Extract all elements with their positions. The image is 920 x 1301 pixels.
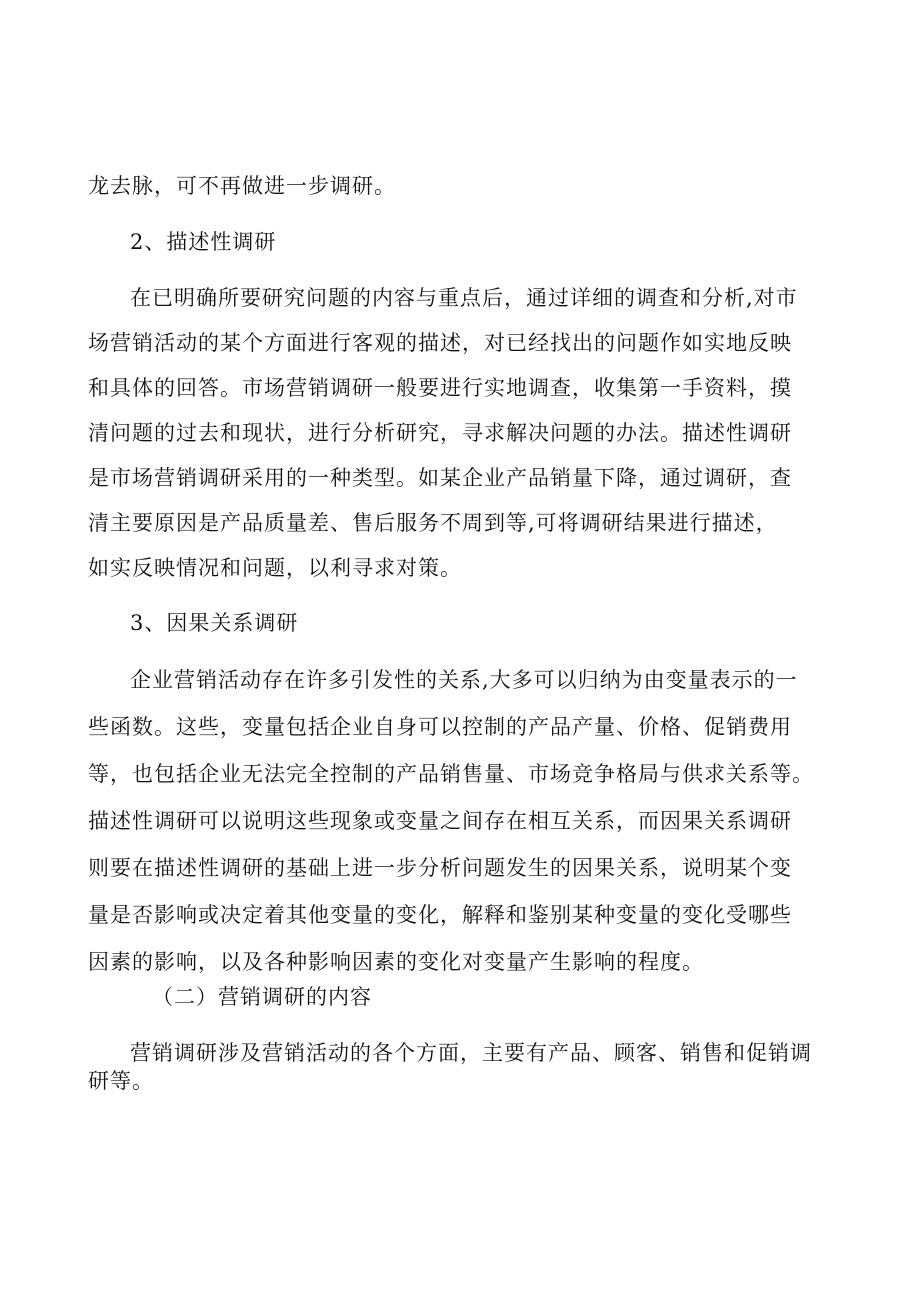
- section-heading-causal-research: 3、因果关系调研: [130, 611, 299, 635]
- paragraph-line: 等，也包括企业无法完全控制的产品销售量、市场竞争格局与供求关系等。: [88, 762, 814, 786]
- paragraph-line: 清主要原因是产品质量差、售后服务不周到等,可将调研结果进行描述，: [88, 511, 778, 535]
- paragraph-line: 研等。: [88, 1069, 154, 1093]
- paragraph-line: 和具体的回答。市场营销调研一般要进行实地调查，收集第一手资料，摸: [88, 376, 792, 400]
- paragraph-line: 量是否影响或决定着其他变量的变化，解释和鉴别某种变量的变化受哪些: [88, 903, 792, 927]
- paragraph-line: 营销调研涉及营销活动的各个方面，主要有产品、顾客、销售和促销调: [130, 1041, 812, 1065]
- paragraph-line: 些函数。这些，变量包括企业自身可以控制的产品产量、价格、促销费用: [88, 715, 792, 739]
- section-heading-descriptive-research: 2、描述性调研: [130, 230, 277, 254]
- paragraph-line: 在已明确所要研究问题的内容与重点后，通过详细的调查和分析,对市: [130, 286, 798, 310]
- paragraph-line: 则要在描述性调研的基础上进一步分析问题发生的因果关系，说明某个变: [88, 856, 792, 880]
- paragraph-line: 因素的影响，以及各种影响因素的变化对变量产生影响的程度。: [88, 950, 704, 974]
- paragraph-line: 龙去脉，可不再做进一步调研。: [88, 174, 396, 198]
- paragraph-line: 清问题的过去和现状，进行分析研究，寻求解决问题的办法。描述性调研: [88, 421, 792, 445]
- paragraph-line: 场营销活动的某个方面进行客观的描述，对已经找出的问题作如实地反映: [88, 331, 792, 355]
- paragraph-line: 描述性调研可以说明这些现象或变量之间存在相互关系，而因果关系调研: [88, 809, 792, 833]
- paragraph-line: 如实反映情况和问题，以利寻求对策。: [88, 556, 462, 580]
- section-heading-research-content: （二）营销调研的内容: [152, 985, 372, 1009]
- paragraph-line: 企业营销活动存在许多引发性的关系,大多可以归纳为由变量表示的一: [130, 668, 798, 692]
- paragraph-line: 是市场营销调研采用的一种类型。如某企业产品销量下降，通过调研，查: [88, 466, 792, 490]
